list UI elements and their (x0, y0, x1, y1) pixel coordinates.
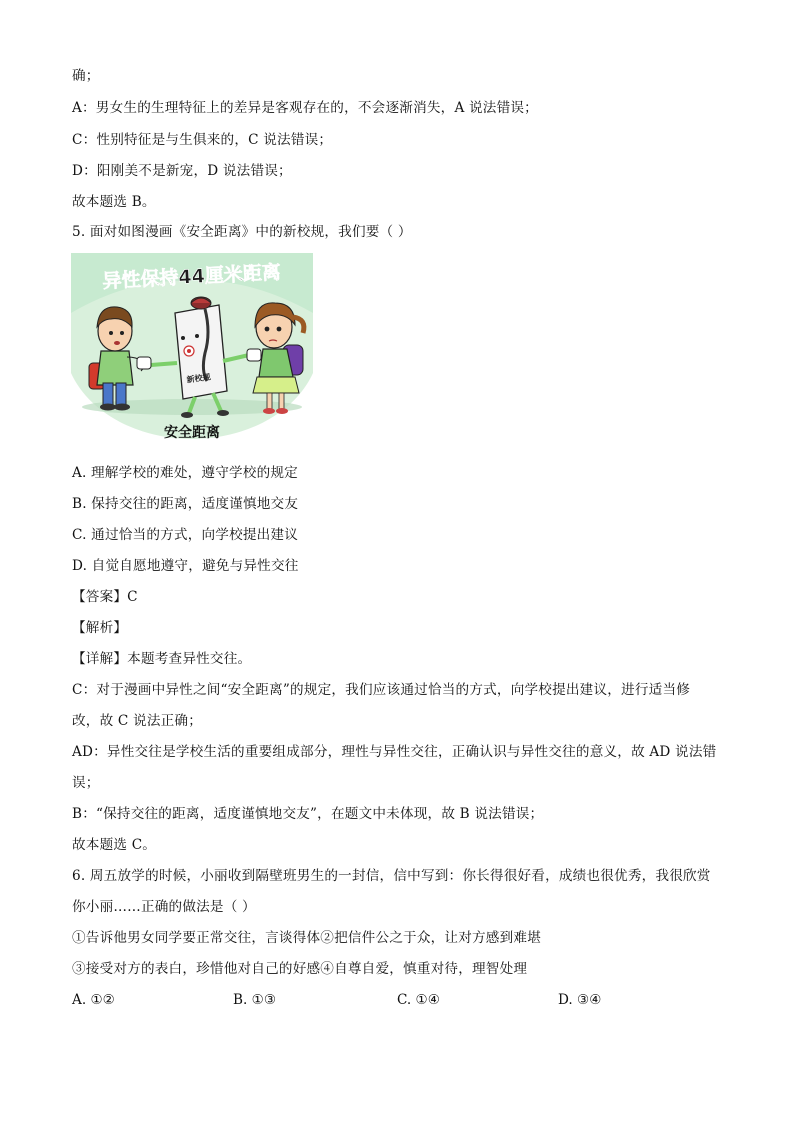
question-5-stem: 5. 面对如图漫画《安全距离》中的新校规，我们要（ ） (72, 224, 412, 240)
q6-option-d: D. ③④ (558, 992, 602, 1008)
analysis-label: 【解析】 (72, 620, 128, 636)
rule-label-text: 新校规 (186, 372, 212, 385)
text-line: ③接受对方的表白，珍惜他对自己的好感④自尊自爱，慎重对待，理智处理 (72, 961, 528, 977)
text-line: 改，故 C 说法正确； (72, 713, 202, 729)
text-line: C：性别特征是与生俱来的，C 说法错误； (72, 132, 333, 148)
comic-safe-distance (71, 253, 313, 445)
option-c: C. 通过恰当的方式，向学校提出建议 (72, 527, 299, 543)
comic-caption: 安全距离 (164, 425, 220, 441)
text-line: 故本题选 B。 (72, 194, 156, 210)
text-line: A：男女生的生理特征上的差异是客观存在的，不会逐渐消失，A 说法错误； (72, 100, 538, 116)
option-d: D. 自觉自愿地遵守，避免与异性交往 (72, 558, 299, 574)
text-line: 你小丽……正确的做法是（ ） (72, 899, 256, 915)
text-line: ①告诉他男女同学要正常交往，言谈得体②把信件公之于众，让对方感到难堪 (72, 930, 541, 946)
text-line: AD：异性交往是学校生活的重要组成部分，理性与异性交往，正确认识与异性交往的意义，故 AD 说法错 (72, 744, 717, 760)
q6-option-c: C. ①④ (397, 992, 440, 1008)
option-a: A. 理解学校的难处，遵守学校的规定 (72, 465, 298, 481)
text-line: B：“保持交往的距离，适度谨慎地交友”，在题文中未体现，故 B 说法错误； (72, 806, 544, 822)
q6-option-b: B. ①③ (233, 992, 277, 1008)
text-line: 确； (72, 68, 100, 84)
question-6-stem: 6. 周五放学的时候，小丽收到隔壁班男生的一封信，信中写到：你长得很好看，成绩也很优秀，我很欣赏 (72, 868, 711, 884)
text-line: 误； (72, 775, 100, 791)
option-b: B. 保持交往的距离，适度谨慎地交友 (72, 496, 299, 512)
detail-line: 【详解】本题考查异性交往。 (72, 651, 252, 667)
text-line: D：阳刚美不是新宠，D 说法错误； (72, 163, 292, 179)
comic-banner-text: 异性保持44厘米距离 (102, 261, 282, 293)
text-line: 故本题选 C。 (72, 837, 157, 853)
answer-label: 【答案】C (72, 589, 138, 605)
q6-option-a: A. ①② (72, 992, 115, 1008)
text-line: C：对于漫画中异性之间“安全距离”的规定，我们应该通过恰当的方式，向学校提出建议，进行适当修 (72, 682, 691, 698)
